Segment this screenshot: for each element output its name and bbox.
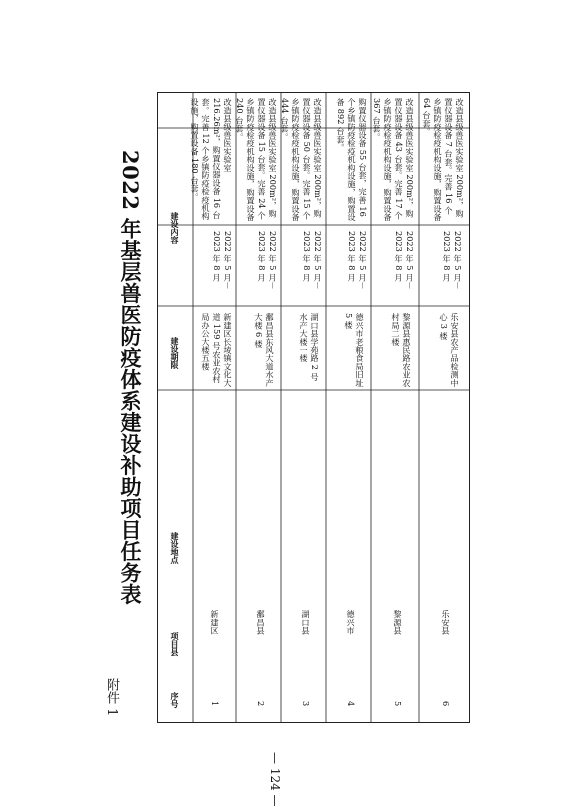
row-6-content: 改造县级兽医实验室 200m²，购置仪器设备 7 台套。完善 16 个乡镇防疫检疫机构设施，购置设备 64 台套。 xyxy=(422,98,465,221)
row-6-period: 2022 年 5 月－2023 年 8 月 xyxy=(442,231,463,290)
row-5-location: 黎源县惠民路农业农村局二楼 xyxy=(391,313,412,387)
row-1-content: 改造县级兽医实验室 216.26m²，购置仪器设备 16 台套。完善 12 个乡镇防疫检疫机构设施，购置设备 180 台套。 xyxy=(190,98,233,221)
row-1-location: 新建区长堎镇文化大道 159 号农业农村局办公大楼五楼 xyxy=(201,313,233,387)
row-3-content: 改造县级兽医实验室 200m²，购置仪器设备 50 台套。完善 15 个乡镇防疫检疫机构设施，购置设备 444 台套。 xyxy=(280,98,323,221)
row-1-period: 2022 年 5 月－2023 年 8 月 xyxy=(212,231,233,290)
row-6-location: 乐安县农产品检测中心 3 楼 xyxy=(439,313,460,387)
row-2-county: 鄱昌县 xyxy=(256,610,266,635)
row-3-period: 2022 年 5 月－2023 年 8 月 xyxy=(302,231,323,290)
header-content: 建设内容 xyxy=(170,212,180,244)
row-5-county: 黎源县 xyxy=(393,610,403,635)
row-2-content: 改造县级兽医实验室 200m²，购置仪器设备 15 台套。完善 24 个乡镇防疫检疫机构设施，购置设备 240 台套。 xyxy=(235,98,278,221)
row-2-no: 2 xyxy=(256,701,266,707)
page-number: — 124 — xyxy=(268,752,282,807)
row-3-location: 湖口县学苑路 2 号水产大楼一楼 xyxy=(299,313,320,381)
header-period: 建设期限 xyxy=(170,337,180,369)
row-1-no: 1 xyxy=(210,701,220,707)
row-5-no: 5 xyxy=(393,701,403,707)
row-6-no: 6 xyxy=(441,701,451,707)
page-title: 2022 年基层兽医防疫体系建设补助项目任务表 xyxy=(118,150,143,606)
row-4-county: 德兴市 xyxy=(346,610,356,635)
row-4-no: 4 xyxy=(346,701,356,707)
header-no: 序号 xyxy=(170,692,180,708)
attachment-label: 附件 1 xyxy=(104,678,119,717)
header-county: 项目县 xyxy=(170,632,180,656)
row-2-period: 2022 年 5 月－2023 年 8 月 xyxy=(257,231,278,290)
row-4-content: 购置仪器设备 55 台套，完善 16 个乡镇防疫检疫机构设施，购置设备 892 台套。 xyxy=(336,98,368,221)
row-6-county: 乐安县 xyxy=(441,610,451,635)
row-2-location: 鄱昌县东风大道水产大楼 6 楼 xyxy=(254,313,275,387)
row-4-period: 2022 年 5 月－2023 年 8 月 xyxy=(347,231,368,290)
row-1-county: 新建区 xyxy=(210,610,220,635)
row-3-no: 3 xyxy=(301,701,311,707)
task-table xyxy=(157,92,470,723)
row-4-location: 德兴市老粮食局旧址 5 楼 xyxy=(344,313,365,387)
row-3-county: 湖口县 xyxy=(301,610,311,635)
row-5-period: 2022 年 5 月－2023 年 8 月 xyxy=(394,231,415,290)
row-5-content: 改造县级兽医实验室 200m²，购置仪器设备 43 台套。完善 17 个乡镇防疫检疫机构设施，购置设备 367 台套。 xyxy=(372,98,415,221)
header-location: 建设地点 xyxy=(170,532,180,564)
